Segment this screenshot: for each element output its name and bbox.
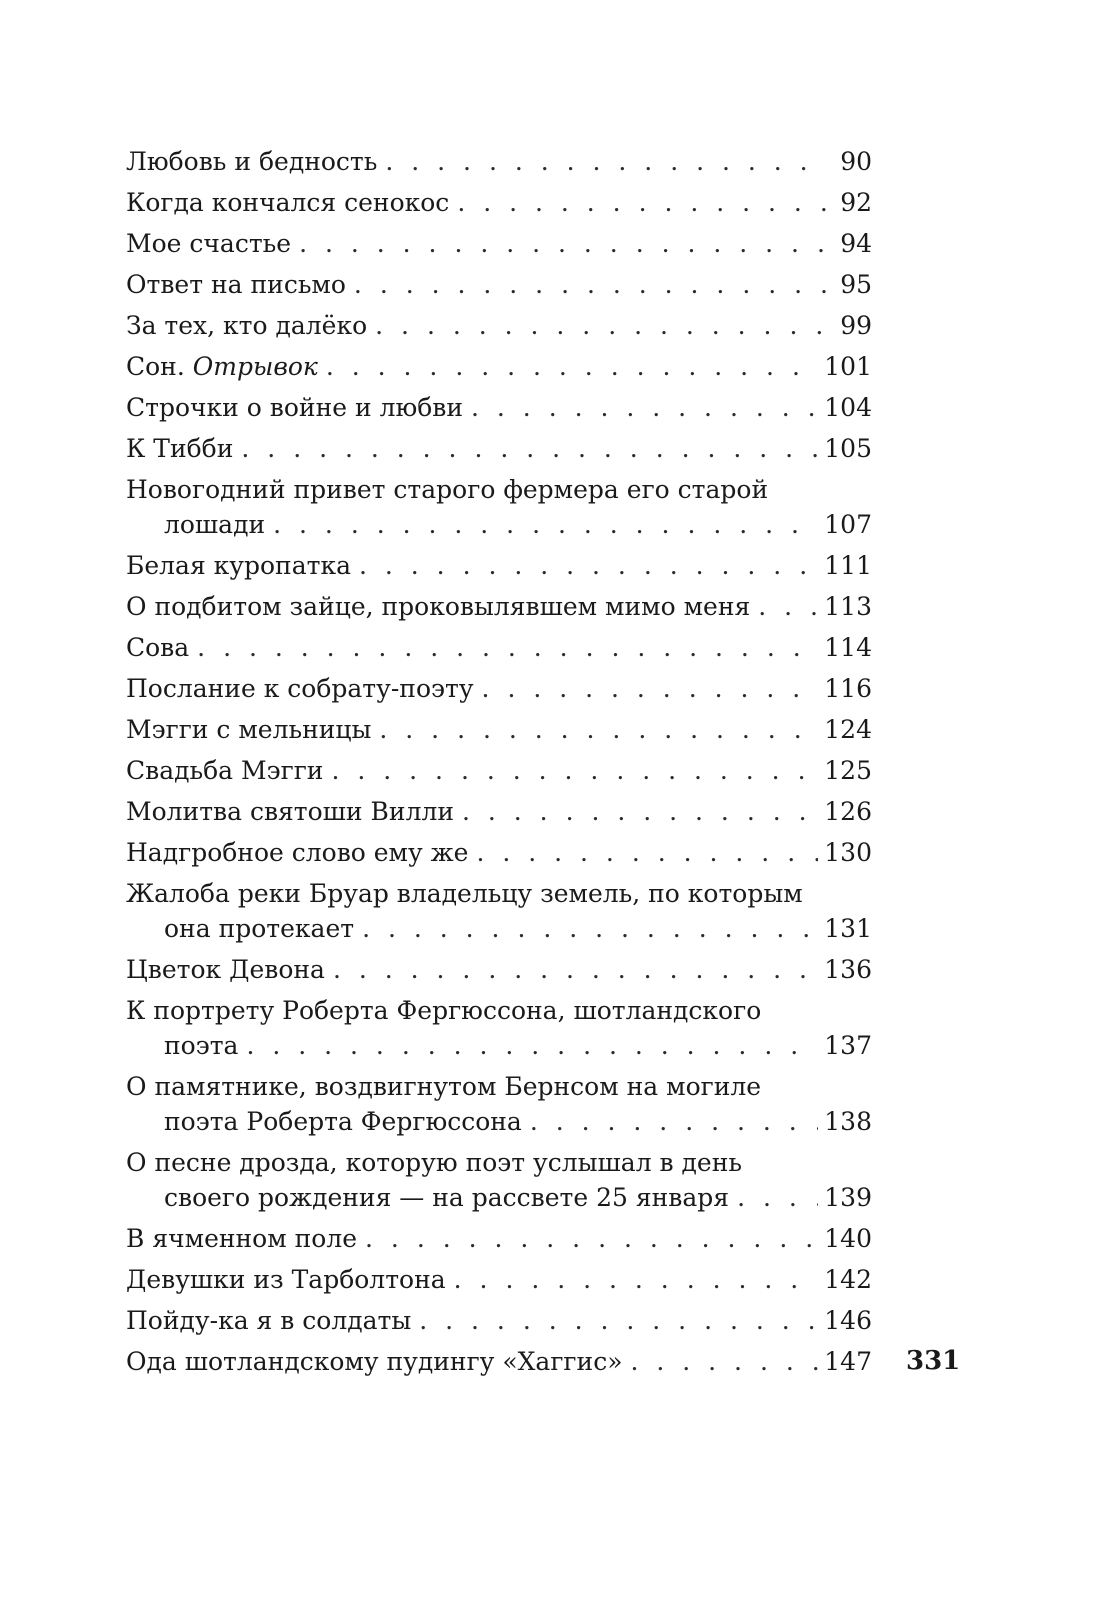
toc-entry-title: Послание к собрату-поэту (126, 674, 474, 703)
table-of-contents (126, 144, 872, 1385)
toc-entry-title (126, 349, 318, 384)
leader-dots (476, 835, 818, 870)
toc-entry (126, 753, 872, 788)
toc-entry (126, 1069, 872, 1139)
toc-entry-title: Свадьба Мэгги (126, 756, 324, 785)
leader-dots (354, 267, 826, 302)
toc-entry-title-line2: поэта Роберта Фергюссона (164, 1107, 522, 1136)
toc-entry-page: 126 (824, 797, 872, 826)
toc-entry (126, 1262, 872, 1297)
toc-entry-title: Любовь и бедность (126, 147, 378, 176)
toc-entry-title-line1: Жалоба реки Бруар владельцу земель, по которым (126, 879, 803, 908)
toc-entry-title: За тех, кто далёко (126, 311, 368, 340)
toc-entry-page: 92 (840, 188, 872, 217)
leader-dots (273, 507, 818, 542)
toc-entry-page: 101 (824, 352, 872, 381)
toc-entry-title: К Тибби (126, 434, 234, 463)
leader-dots (241, 431, 818, 466)
toc-entry-page: 105 (824, 434, 872, 463)
toc-entry-page: 124 (824, 715, 872, 744)
toc-entry (126, 431, 872, 466)
toc-entry-page: 107 (824, 510, 872, 539)
leader-dots (457, 185, 826, 220)
toc-entry (126, 794, 872, 829)
toc-entry (126, 1221, 872, 1256)
toc-entry-title: Белая куропатка (126, 551, 351, 580)
page-number: 331 (906, 1346, 961, 1376)
leader-dots (419, 1303, 818, 1338)
toc-entry-page: 147 (824, 1347, 872, 1376)
toc-entry (126, 308, 872, 343)
toc-entry-title-line2: поэта (164, 1031, 239, 1060)
leader-dots (375, 308, 826, 343)
toc-entry-page: 138 (824, 1107, 872, 1136)
toc-entry-title-line1: Новогодний привет старого фермера его старой (126, 475, 769, 504)
toc-entry-page: 136 (824, 955, 872, 984)
toc-entry (126, 1303, 872, 1338)
toc-entry (126, 1145, 872, 1215)
toc-entry-page: 99 (840, 311, 872, 340)
toc-entry-subtitle: Отрывок (192, 352, 318, 381)
toc-entry-title-line2: лошади (164, 510, 266, 539)
leader-dots (471, 390, 818, 425)
toc-entry (126, 952, 872, 987)
toc-entry-title: Когда кончался сенокос (126, 188, 450, 217)
toc-entry-title: Мэгги с мельницы (126, 715, 372, 744)
toc-entry-page: 113 (824, 592, 872, 621)
toc-entry (126, 876, 872, 946)
toc-entry-title: О подбитом зайце, проковылявшем мимо меня (126, 592, 751, 621)
toc-entry (126, 712, 872, 747)
leader-dots (362, 911, 818, 946)
toc-entry-title: Цветок Девона (126, 955, 325, 984)
toc-entry-page: 116 (824, 674, 872, 703)
leader-dots (197, 630, 818, 665)
toc-entry-title-main: Сон. (126, 352, 185, 381)
leader-dots (530, 1104, 818, 1139)
toc-entry-page: 104 (824, 393, 872, 422)
toc-entry (126, 548, 872, 583)
toc-entry-title: Сова (126, 633, 190, 662)
toc-entry-title-line1: К портрету Роберта Фергюссона, шотландского (126, 996, 762, 1025)
toc-entry (126, 835, 872, 870)
toc-entry (126, 671, 872, 706)
toc-entry (126, 993, 872, 1063)
toc-entry-title-line2: своего рождения — на рассвете 25 января (164, 1183, 730, 1212)
toc-entry-title: Пойду-ка я в солдаты (126, 1306, 412, 1335)
leader-dots (385, 144, 826, 179)
toc-entry-page: 146 (824, 1306, 872, 1335)
toc-entry-title: Девушки из Тарболтона (126, 1265, 446, 1294)
toc-entry-page: 95 (840, 270, 872, 299)
leader-dots (246, 1028, 818, 1063)
toc-entry-title: Надгробное слово ему же (126, 838, 469, 867)
toc-entry (126, 226, 872, 261)
toc-entry (126, 390, 872, 425)
leader-dots (462, 794, 818, 829)
leader-dots (299, 226, 826, 261)
toc-entry-title-line1: О памятнике, воздвигнутом Бернсом на могиле (126, 1072, 762, 1101)
toc-entry-title: Молитва святоши Вилли (126, 797, 454, 826)
leader-dots (379, 712, 818, 747)
toc-entry-page: 94 (840, 229, 872, 258)
toc-entry-title-line2: она протекает (164, 914, 355, 943)
leader-dots (331, 753, 818, 788)
toc-entry-page: 111 (824, 551, 872, 580)
toc-entry-page: 125 (824, 756, 872, 785)
toc-entry-page: 114 (824, 633, 872, 662)
leader-dots (326, 349, 818, 384)
leader-dots (333, 952, 818, 987)
toc-entry (126, 589, 872, 624)
toc-entry-page: 130 (824, 838, 872, 867)
leader-dots (359, 548, 818, 583)
leader-dots (482, 671, 819, 706)
leader-dots (365, 1221, 818, 1256)
leader-dots (737, 1180, 818, 1215)
toc-entry-page: 131 (824, 914, 872, 943)
toc-entry-title: В ячменном поле (126, 1224, 358, 1253)
toc-entry (126, 349, 872, 384)
leader-dots (630, 1344, 818, 1379)
toc-entry-title: Строчки о войне и любви (126, 393, 464, 422)
toc-entry (126, 185, 872, 220)
toc-entry (126, 267, 872, 302)
leader-dots (758, 589, 818, 624)
toc-entry-title: Ответ на письмо (126, 270, 346, 299)
toc-entry-page: 140 (824, 1224, 872, 1253)
toc-entry (126, 630, 872, 665)
toc-entry-page: 137 (824, 1031, 872, 1060)
toc-entry-page: 90 (840, 147, 872, 176)
leader-dots (454, 1262, 819, 1297)
toc-entry (126, 144, 872, 179)
toc-entry-title: Мое счастье (126, 229, 292, 258)
toc-entry-page: 142 (824, 1265, 872, 1294)
toc-entry (126, 1344, 872, 1379)
toc-entry-title: Ода шотландскому пудингу «Хаггис» (126, 1347, 623, 1376)
toc-entry-title-line1: О песне дрозда, которую поэт услышал в день (126, 1148, 743, 1177)
toc-entry-page: 139 (824, 1183, 872, 1212)
toc-entry (126, 472, 872, 542)
